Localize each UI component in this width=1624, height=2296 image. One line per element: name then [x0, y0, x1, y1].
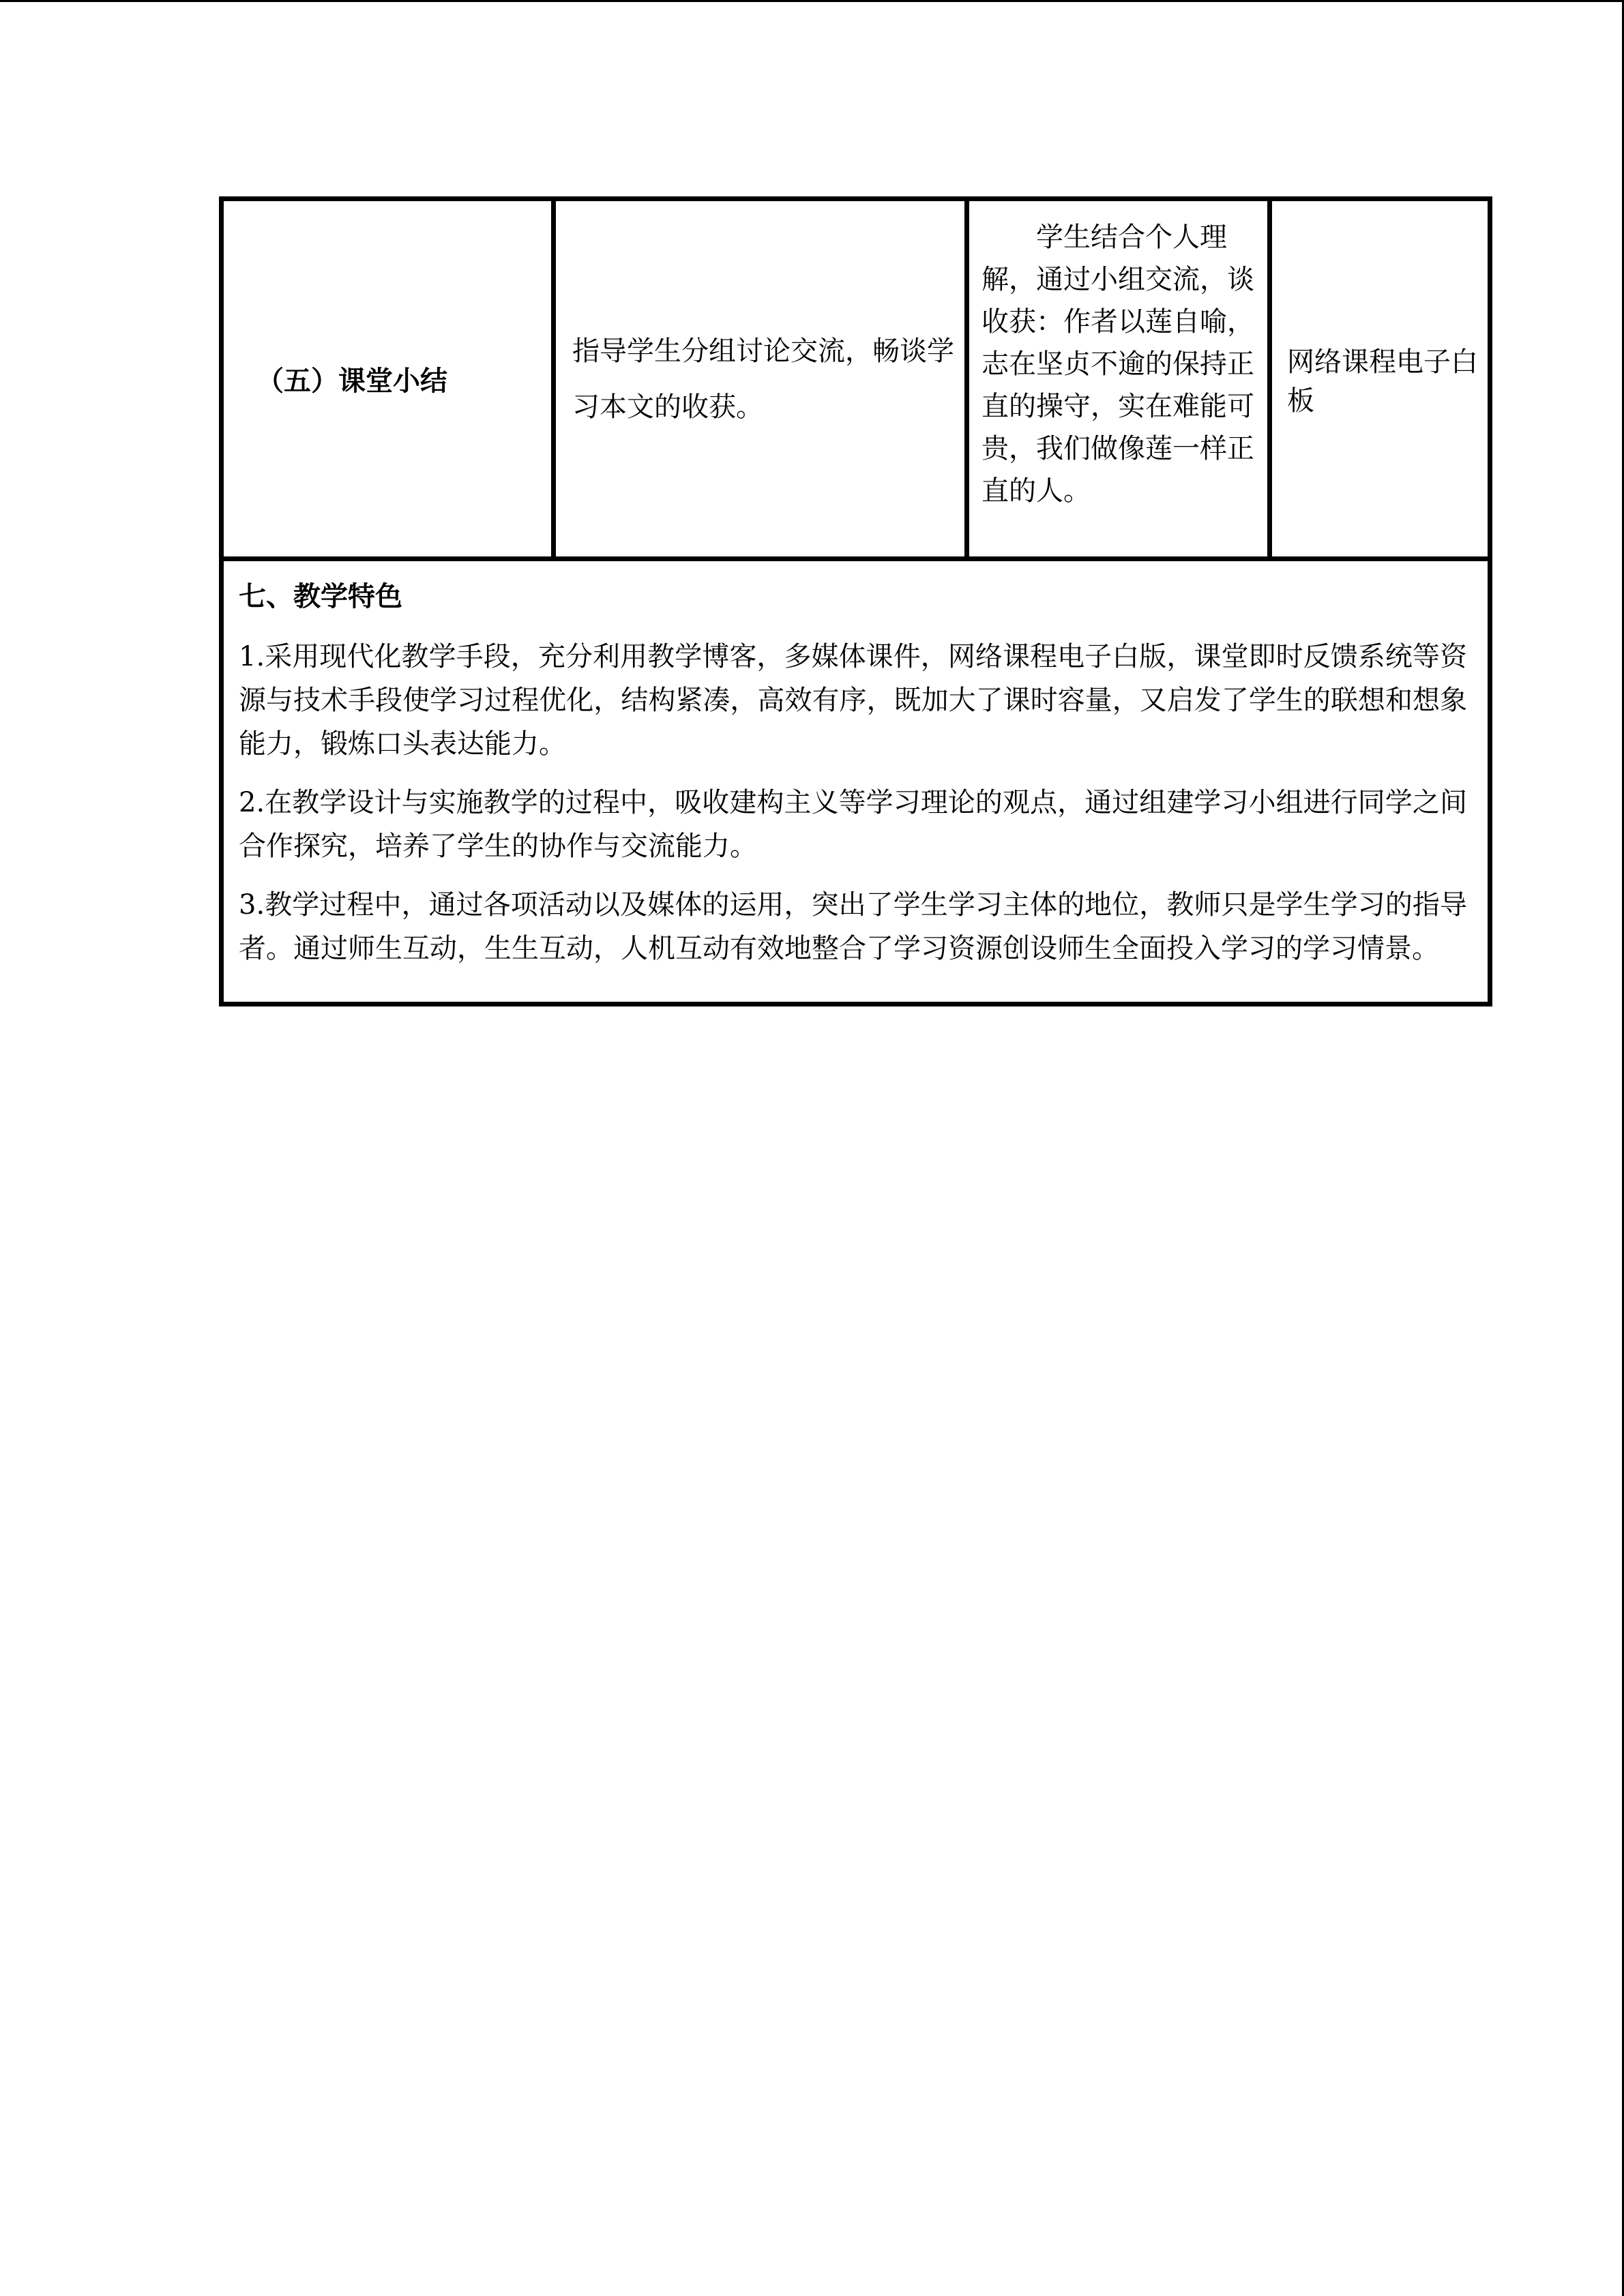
- feature-item-2: 2.在教学设计与实施教学的过程中，吸收建构主义等学习理论的观点，通过组建学习小组进行同学之间合作探究，培养了学生的协作与交流能力。: [239, 787, 1467, 862]
- teacher-activity-cell: [554, 199, 967, 559]
- lesson-plan-table: [219, 196, 1492, 1007]
- page-border-top: [0, 0, 1624, 2]
- stage-cell: [222, 199, 554, 559]
- teaching-features-cell: [222, 559, 1490, 1004]
- stage-label: （五）课堂小结: [256, 366, 447, 397]
- media-cell: [1270, 199, 1490, 559]
- features-row: [222, 559, 1490, 1004]
- feature-item-1: 1.采用现代化教学手段，充分利用教学博客，多媒体课件，网络课程电子白版，课堂即时反馈系统等资源与技术手段使学习过程优化，结构紧凑，高效有序，既加大了课时容量，又启发了学生的联想和想象能力，锻炼口头表达能力。: [239, 641, 1467, 760]
- feature-item-3: 3.教学过程中，通过各项活动以及媒体的运用，突出了学生学习主体的地位，教师只是学生学习的指导者。通过师生互动，生生互动，人机互动有效地整合了学习资源创设师生全面投入学习的学习情景。: [239, 889, 1467, 964]
- media-text: 网络课程电子白板: [1287, 346, 1478, 417]
- teacher-activity-text: 指导学生分组讨论交流，畅谈学习本文的收获。: [572, 335, 954, 423]
- table-row: [222, 199, 1490, 559]
- section-heading: 七、教学特色: [239, 581, 402, 612]
- student-activity-text: 学生结合个人理解，通过小组交流，谈收获：作者以莲自喻，志在坚贞不逾的保持正直的操守，实在难能可贵，我们做像莲一样正直的人。: [981, 222, 1254, 507]
- student-activity-cell: [967, 199, 1270, 559]
